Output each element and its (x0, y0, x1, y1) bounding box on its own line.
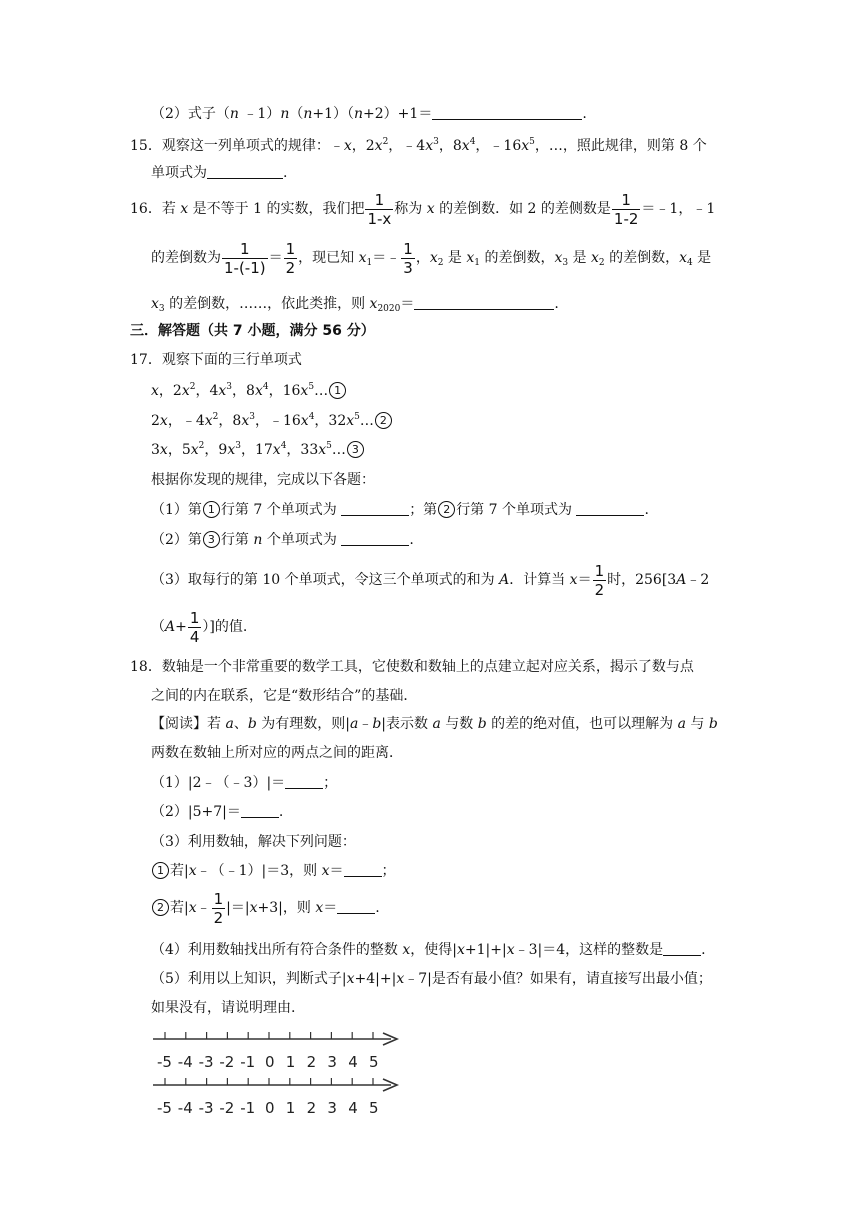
var: x (318, 442, 327, 458)
q16-line1 (130, 189, 715, 229)
text: 行第 (220, 532, 254, 548)
exp: 2 (382, 137, 389, 147)
text: 是 (568, 250, 591, 266)
answer-blank[interactable] (341, 531, 409, 546)
var: b (372, 716, 382, 732)
text: （1）第 (151, 502, 202, 518)
q17-part1 (151, 500, 649, 520)
var: x (591, 250, 599, 266)
exp: 3 (226, 382, 233, 392)
numerator: 1 (213, 889, 224, 908)
var: b (247, 716, 257, 732)
text: 、 (233, 716, 248, 732)
text: 观察这一列单项式的规律：﹣ (161, 138, 344, 154)
var: x (272, 442, 281, 458)
q15-line2 (151, 163, 287, 183)
text: ，4 (195, 383, 219, 399)
exp: 4 (469, 137, 476, 147)
var: x (188, 900, 197, 916)
text: （2）|5+7|＝ (151, 804, 241, 820)
denominator: 2 (594, 580, 605, 599)
q15-line1 (130, 136, 707, 156)
var: a (225, 716, 234, 732)
exp: 5 (326, 441, 332, 451)
var: A (165, 619, 176, 635)
q18-part3-2 (151, 886, 380, 930)
text: （3）取每行的第 10 个单项式，令这三个单项式的和为 (151, 572, 500, 588)
text: ，2 (158, 383, 182, 399)
text: ）]的值. (202, 619, 248, 635)
text: +4|+| (354, 971, 397, 987)
var: n (253, 532, 263, 548)
text: ﹣（﹣1）|＝3，则 (196, 863, 322, 879)
exp: 2 (189, 382, 196, 392)
text: ﹣7|是否有最小值？如果有，请直接写出最小值； (404, 971, 712, 987)
question-number: 18． (130, 659, 162, 675)
var: x (679, 250, 687, 266)
text: ＝ (329, 863, 344, 879)
var: x (300, 383, 309, 399)
fraction (284, 240, 298, 277)
fraction (212, 890, 226, 927)
subscript: 3 (158, 304, 165, 314)
var: n (303, 106, 313, 122)
tick-label: -5 (157, 1053, 172, 1071)
tick-label: 1 (285, 1099, 296, 1117)
text: ，﹣16 (254, 413, 301, 429)
fraction (188, 609, 202, 646)
var: n (280, 106, 290, 122)
var: x (300, 413, 309, 429)
circled-number: 1 (329, 382, 346, 399)
var: x (569, 572, 578, 588)
var: A (676, 572, 687, 588)
text: ＝ (400, 296, 415, 312)
q14-part2 (151, 104, 587, 124)
var: x (254, 383, 263, 399)
var: x (369, 296, 378, 312)
text: 为有理数，则| (256, 716, 350, 732)
var: A (499, 572, 510, 588)
text: +1|+| (464, 942, 507, 958)
var: x (461, 138, 470, 154)
var: n (354, 106, 364, 122)
var: x (159, 442, 168, 458)
text: ； (323, 775, 338, 791)
text: … (314, 383, 329, 399)
subscript: 2 (598, 258, 605, 268)
q18-part5-line2: 如果没有，请说明理由. (151, 1000, 296, 1016)
text: ，8 (232, 383, 255, 399)
q18-part3-1 (151, 861, 396, 881)
answer-blank[interactable] (337, 899, 375, 914)
answer-blank[interactable] (432, 105, 582, 120)
var: x (506, 942, 515, 958)
text: 的差的绝对值，也可以理解为 (486, 716, 678, 732)
text: ，…，照此规律，则第 8 个 (534, 138, 707, 154)
denominator: 4 (189, 627, 200, 646)
text: ， (415, 250, 430, 266)
var: x (321, 863, 330, 879)
text: 的差倒数为 (151, 250, 221, 266)
text: 与数 (440, 716, 478, 732)
text: ，8 (438, 138, 462, 154)
text: （5）利用以上知识，判断式子| (151, 971, 347, 987)
text: +1）（ (312, 106, 355, 122)
q18-read-line1 (151, 714, 718, 734)
text: ﹣3|＝4，这样的整数是 (514, 942, 664, 958)
text: 若 (161, 201, 181, 217)
q17-row2 (151, 411, 393, 431)
text: 若| (170, 863, 189, 879)
text: （2）式子（ (151, 106, 230, 122)
subscript: 4 (687, 258, 693, 268)
text: 是不等于 1 的实数，我们把 (188, 201, 365, 217)
text: . (409, 532, 414, 548)
q18-part5-line1 (151, 969, 712, 989)
subscript: 1 (366, 258, 373, 268)
var: a (349, 716, 359, 732)
text: . (554, 296, 559, 312)
numerator: 1 (240, 239, 250, 258)
text: 的差倒数， (604, 250, 680, 266)
numerator: 1 (403, 239, 413, 258)
text: 的差倒数， (480, 250, 555, 266)
fraction (222, 240, 268, 277)
text: ，2 (351, 138, 375, 154)
text: |＝| (226, 900, 250, 916)
var: x (218, 383, 227, 399)
text: 时，256[3 (607, 572, 677, 588)
text: ﹣1） (238, 106, 281, 122)
text: ，9 (204, 442, 228, 458)
subscript: 1 (474, 258, 480, 268)
q16-line3 (151, 294, 559, 314)
numerator: 1 (621, 190, 631, 209)
denominator: 2 (213, 908, 224, 927)
q17-row3 (151, 440, 365, 460)
text: |表示数 (381, 716, 433, 732)
var: x (346, 413, 355, 429)
text: （1）|2﹣（﹣3）|＝ (151, 775, 286, 791)
denominator: 1-2 (613, 209, 639, 228)
answer-blank[interactable] (414, 295, 554, 310)
q17-part3-line2 (151, 607, 247, 647)
text: 【阅读】若 (151, 716, 226, 732)
text: 是 (443, 250, 467, 266)
text: ，8 (218, 413, 242, 429)
answer-blank[interactable] (285, 774, 323, 789)
numerator: 1 (285, 239, 296, 258)
text: … (359, 413, 374, 429)
text: +2）+1＝ (363, 106, 433, 122)
denominator: 2 (285, 258, 296, 277)
text: . (644, 502, 649, 518)
var: x (343, 138, 352, 154)
tick-label: 5 (369, 1053, 379, 1071)
text: 个单项式为 (262, 532, 342, 548)
text: 行第 7 个单项式为 (456, 502, 577, 518)
exp: 5 (308, 382, 315, 392)
text: . (375, 900, 380, 916)
tick-label: 1 (285, 1053, 296, 1071)
question-number: 17． (130, 352, 162, 368)
var: x (249, 900, 258, 916)
var: x (181, 383, 190, 399)
number-line-1 (151, 1029, 401, 1077)
var: x (241, 413, 250, 429)
text: ﹣2 (686, 572, 710, 588)
text: ＝ (577, 572, 592, 588)
circled-number: 3 (203, 531, 220, 548)
text: 2 (151, 413, 160, 429)
text: 观察下面的三行单项式 (161, 352, 302, 368)
var: x (402, 942, 411, 958)
var: a (677, 716, 686, 732)
tick-label: -4 (177, 1099, 193, 1117)
var: x (358, 250, 367, 266)
text: . (582, 106, 587, 122)
text: ，﹣4 (388, 138, 426, 154)
q18-part4 (151, 940, 706, 960)
var: x (188, 863, 197, 879)
var: x (429, 250, 438, 266)
tick-label: 0 (265, 1053, 275, 1071)
tick-label: 5 (369, 1099, 379, 1117)
exp: 3 (433, 137, 439, 147)
circled-number: 1 (152, 862, 169, 879)
section-heading: 三．解答题（共 7 小题，满分 56 分） (130, 323, 375, 339)
q18-part3: （3）利用数轴，解决下列问题： (151, 834, 356, 850)
q18-read-line2: 两数在数轴上所对应的两点之间的距离． (151, 745, 403, 761)
answer-blank[interactable] (241, 803, 279, 818)
exp: 3 (249, 412, 255, 422)
text: 称为 (394, 201, 427, 217)
answer-blank[interactable] (341, 501, 409, 516)
text: 若| (170, 900, 189, 916)
var: x (426, 201, 435, 217)
numerator: 1 (594, 561, 605, 580)
var: x (425, 138, 434, 154)
text: ＝﹣1，﹣1 (641, 201, 716, 217)
text: 单项式为 (151, 165, 207, 181)
text: 数轴是一个非常重要的数学工具，它使数和数轴上的点建立起对应关系，揭示了数与点 (161, 659, 694, 675)
q17-part2 (151, 530, 414, 550)
answer-blank[interactable] (207, 164, 283, 179)
tick-label: 3 (327, 1053, 337, 1071)
text: 与 (685, 716, 709, 732)
exp: 2 (198, 441, 205, 451)
fraction (401, 240, 415, 277)
tick-label: -5 (157, 1099, 172, 1117)
text: ；第 (409, 502, 438, 518)
tick-label: 0 (265, 1099, 275, 1117)
var: b (477, 716, 487, 732)
text: 是 (692, 250, 712, 266)
tick-label: -3 (198, 1099, 214, 1117)
var: n (229, 106, 239, 122)
var: b (708, 716, 718, 732)
exp: 3 (235, 441, 241, 451)
text: ，16 (268, 383, 301, 399)
denominator: 3 (403, 258, 413, 277)
text: 的差倒数，……，依此类推，则 (164, 296, 370, 312)
text: （2）第 (151, 532, 202, 548)
text: ，现已知 (298, 250, 359, 266)
exp: 4 (308, 412, 315, 422)
q17-row1 (151, 381, 347, 401)
circled-number: 2 (152, 899, 169, 916)
answer-blank[interactable] (576, 501, 644, 516)
subscript: 3 (562, 258, 569, 268)
text: . (283, 165, 288, 181)
tick-label: 2 (306, 1053, 317, 1071)
fraction (593, 562, 607, 599)
q18-part2 (151, 802, 283, 822)
numerator: 1 (189, 608, 200, 627)
var: x (315, 900, 324, 916)
var: x (466, 250, 475, 266)
tick-label: -2 (219, 1053, 235, 1071)
text: 行第 7 个单项式为 (220, 502, 342, 518)
text: ﹣ (358, 716, 373, 732)
text: （ (289, 106, 304, 122)
text: 的差倒数．如 2 的差侧数是 (434, 201, 611, 217)
var: x (190, 442, 199, 458)
denominator: 1-(-1) (224, 258, 266, 277)
var: x (396, 971, 405, 987)
var: x (151, 296, 159, 312)
var: x (346, 971, 355, 987)
tick-label: -2 (219, 1099, 235, 1117)
fraction (612, 191, 641, 228)
text: （4）利用数轴找出所有符合条件的整数 (151, 942, 403, 958)
denominator: 1-x (367, 209, 392, 228)
q18-line2: 之间的内在联系，它是“数形结合”的基础． (151, 688, 418, 704)
text: ，使得| (410, 942, 457, 958)
circled-number: 1 (203, 501, 220, 518)
subscript: 2020 (377, 304, 401, 314)
question-number: 15． (130, 138, 162, 154)
tick-label: 3 (327, 1099, 337, 1117)
q17-title (130, 350, 302, 370)
var: x (151, 383, 159, 399)
exp: 4 (280, 441, 287, 451)
text: … (331, 442, 346, 458)
q18-part1 (151, 773, 337, 793)
text: ，﹣16 (475, 138, 522, 154)
q17-intro: 根据你发现的规律，完成以下各题： (151, 472, 375, 488)
tick-label: -4 (177, 1053, 193, 1071)
var: x (521, 138, 530, 154)
text: ，33 (286, 442, 319, 458)
var: a (432, 716, 441, 732)
exp: 4 (262, 382, 269, 392)
tick-label: 4 (348, 1053, 358, 1071)
text: ＝ (268, 250, 283, 266)
var: x (159, 413, 168, 429)
text: ，5 (167, 442, 191, 458)
tick-label: 2 (306, 1099, 317, 1117)
tick-label: 4 (348, 1099, 358, 1117)
text: ＝ (323, 900, 338, 916)
text: 3 (151, 442, 160, 458)
fraction (365, 191, 393, 228)
text: ，﹣4 (167, 413, 205, 429)
subscript: 2 (437, 258, 444, 268)
numerator: 1 (374, 190, 385, 209)
answer-blank[interactable] (344, 862, 382, 877)
exp: 5 (354, 412, 360, 422)
text: ＝﹣ (372, 250, 401, 266)
tick-label: -1 (240, 1099, 256, 1117)
var: x (204, 413, 213, 429)
text: +3|，则 (257, 900, 316, 916)
exp: 2 (212, 412, 219, 422)
question-number: 16． (130, 201, 162, 217)
tick-label: -1 (240, 1053, 256, 1071)
circled-number: 2 (375, 412, 392, 429)
text: ，17 (240, 442, 273, 458)
text: + (175, 619, 187, 635)
answer-blank[interactable] (663, 941, 701, 956)
var: x (456, 942, 465, 958)
tick-label: -3 (198, 1053, 214, 1071)
circled-number: 3 (347, 441, 364, 458)
q16-line2 (151, 238, 711, 278)
var: x (227, 442, 236, 458)
var: x (554, 250, 563, 266)
q18-line1 (130, 657, 694, 677)
circled-number: 2 (438, 501, 455, 518)
var: x (180, 201, 189, 217)
text: ； (381, 863, 396, 879)
exp: 5 (529, 137, 535, 147)
number-line-2 (151, 1075, 401, 1123)
text: ，32 (314, 413, 347, 429)
text: ﹣ (196, 900, 211, 916)
text: ．计算当 (509, 572, 570, 588)
text: （ (151, 619, 165, 635)
text: . (278, 804, 284, 820)
var: x (374, 138, 383, 154)
q17-part3-line1 (151, 560, 709, 600)
text: . (701, 942, 706, 958)
